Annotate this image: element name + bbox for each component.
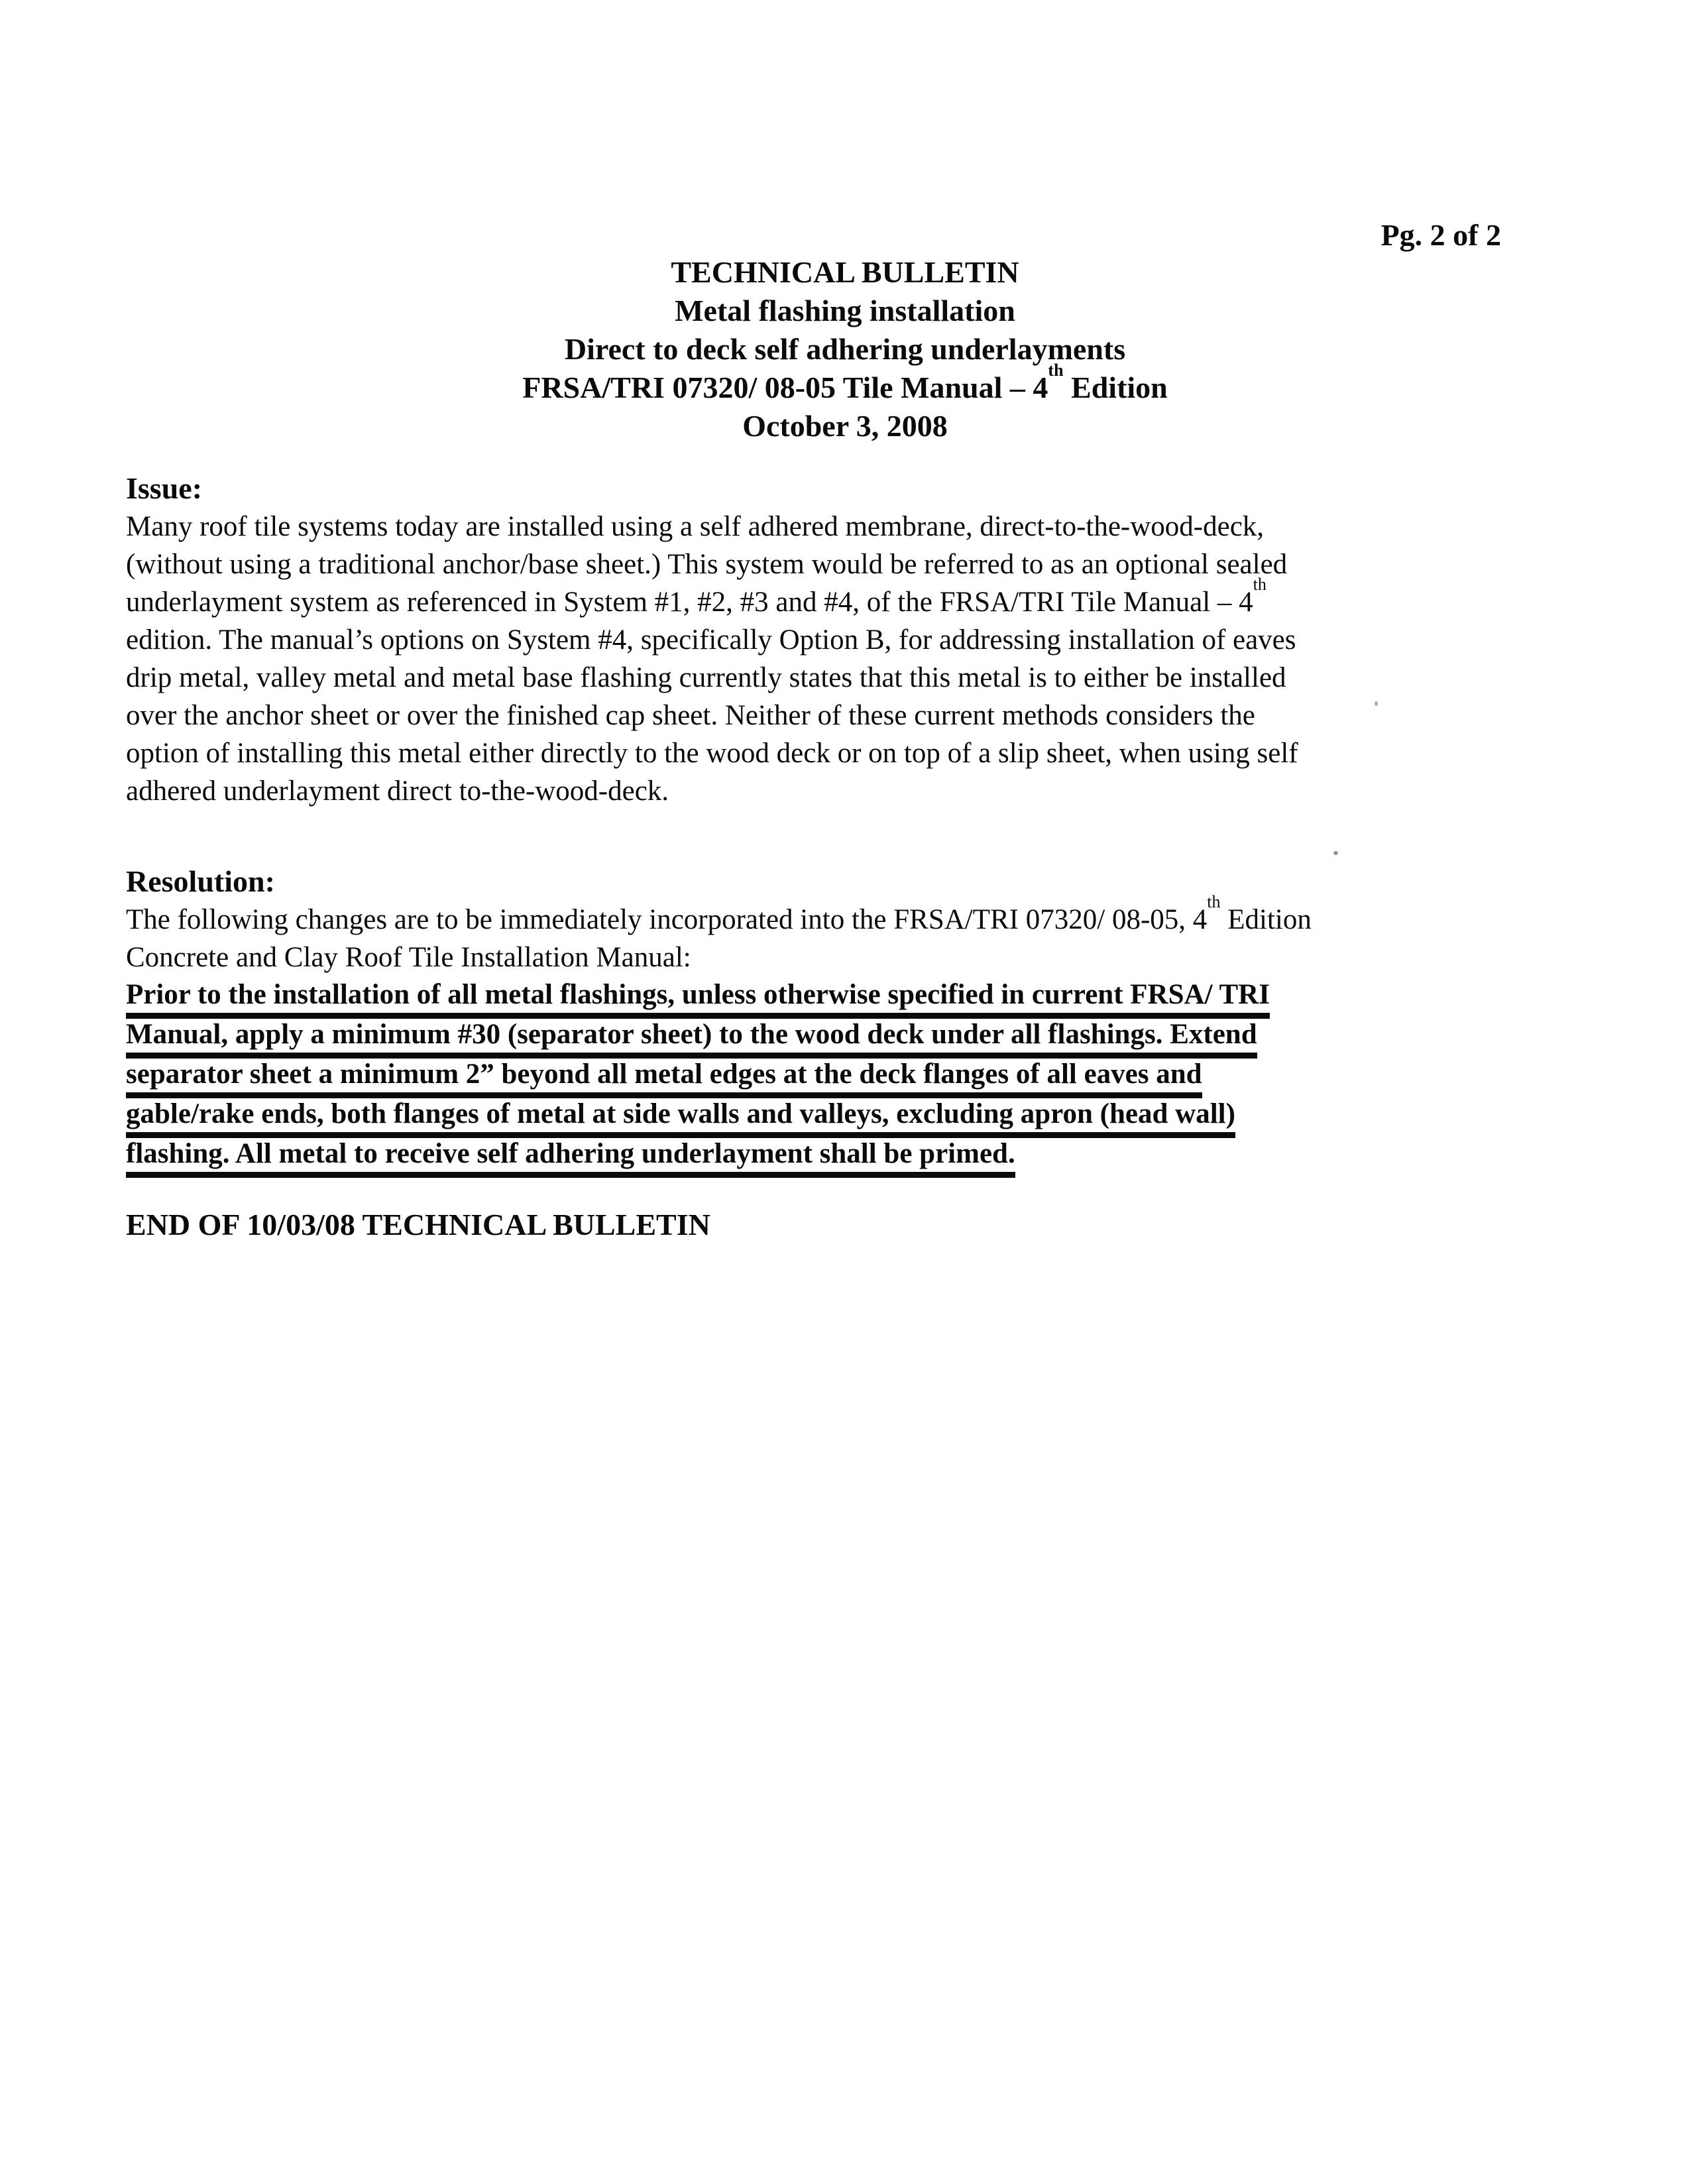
paragraph-line: [126, 697, 1298, 734]
section-issue: [126, 469, 1298, 810]
title-line-1: TECHNICAL BULLETIN: [671, 255, 1019, 289]
line-text: Concrete and Clay Roof Tile Installation Manual:: [126, 942, 691, 973]
paragraph-line: [126, 546, 1298, 583]
title-block: [0, 253, 1690, 445]
directive-line: [126, 1099, 1270, 1138]
directive-block: [126, 980, 1270, 1178]
directive-line: [126, 1139, 1270, 1178]
line-text: option of installing this metal either directly to the wood deck or on top of a slip sheet, when using self: [126, 738, 1298, 769]
title-line-2: Metal flashing installation: [675, 294, 1015, 327]
title-line-4: [0, 360, 1690, 407]
title-line-3: Direct to deck self adhering underlayments: [564, 332, 1126, 366]
line-text: over the anchor sheet or over the finished cap sheet. Neither of these current methods considers the: [126, 700, 1255, 731]
line-text: (without using a traditional anchor/base sheet.) This system would be referred to as an optional sealed: [126, 549, 1288, 580]
line-text: drip metal, valley metal and metal base flashing currently states that this metal is to either be installed: [126, 662, 1286, 693]
underlined-text: gable/rake ends, both flanges of metal at side walls and valleys, excluding apron (head wall): [126, 1099, 1235, 1138]
underlined-text: Prior to the installation of all metal flashings, unless otherwise specified in current FRSA/ TRI: [126, 980, 1270, 1019]
paragraph-line: [126, 734, 1298, 772]
page-number: Pg. 2 of 2: [1380, 218, 1501, 252]
paragraph-line: [126, 891, 1312, 939]
line-superscript: th: [1253, 574, 1267, 594]
issue-heading: Issue:: [126, 471, 203, 505]
title-date: October 3, 2008: [742, 409, 948, 443]
directive-line: [126, 980, 1270, 1019]
directive-line: [126, 1059, 1270, 1098]
line-superscript: th: [1207, 891, 1221, 911]
paragraph-line: [126, 939, 1312, 976]
line-text: Many roof tile systems today are installed using a self adhered membrane, direct-to-the-wood-deck,: [126, 511, 1265, 542]
line-text: edition. The manual’s options on System #4, specifically Option B, for addressing installation of eaves: [126, 624, 1296, 656]
title-line-4-text: FRSA/TRI 07320/ 08-05 Tile Manual – 4: [522, 371, 1048, 404]
line-text: adhered underlayment direct to-the-wood-deck.: [126, 776, 669, 807]
scan-artifact-dot: [1375, 701, 1378, 706]
underlined-text: Manual, apply a minimum #30 (separator sheet) to the wood deck under all flashings. Extend: [126, 1019, 1257, 1059]
title-line-4-superscript: th: [1048, 360, 1064, 380]
paragraph-line: [126, 621, 1298, 659]
directive-line: [126, 1019, 1270, 1059]
line-tail: Edition: [1220, 904, 1312, 935]
underlined-text: flashing. All metal to receive self adhering underlayment shall be primed.: [126, 1139, 1015, 1178]
section-resolution: [126, 862, 1312, 976]
resolution-heading: Resolution:: [126, 864, 275, 898]
line-text: underlayment system as referenced in System #1, #2, #3 and #4, of the FRSA/TRI Tile Manual – 4: [126, 587, 1253, 618]
paragraph-line: [126, 772, 1298, 810]
title-line-4-tail: Edition: [1063, 371, 1168, 404]
end-of-bulletin-line: END OF 10/03/08 TECHNICAL BULLETIN: [126, 1208, 710, 1241]
paragraph-line: [126, 659, 1298, 697]
scan-artifact-dot: [1333, 851, 1338, 855]
paragraph-line: [126, 574, 1298, 621]
underlined-text: separator sheet a minimum 2” beyond all metal edges at the deck flanges of all eaves and: [126, 1059, 1202, 1098]
line-text: The following changes are to be immediately incorporated into the FRSA/TRI 07320/ 08-05, 4: [126, 904, 1208, 935]
paragraph-line: [126, 508, 1298, 546]
